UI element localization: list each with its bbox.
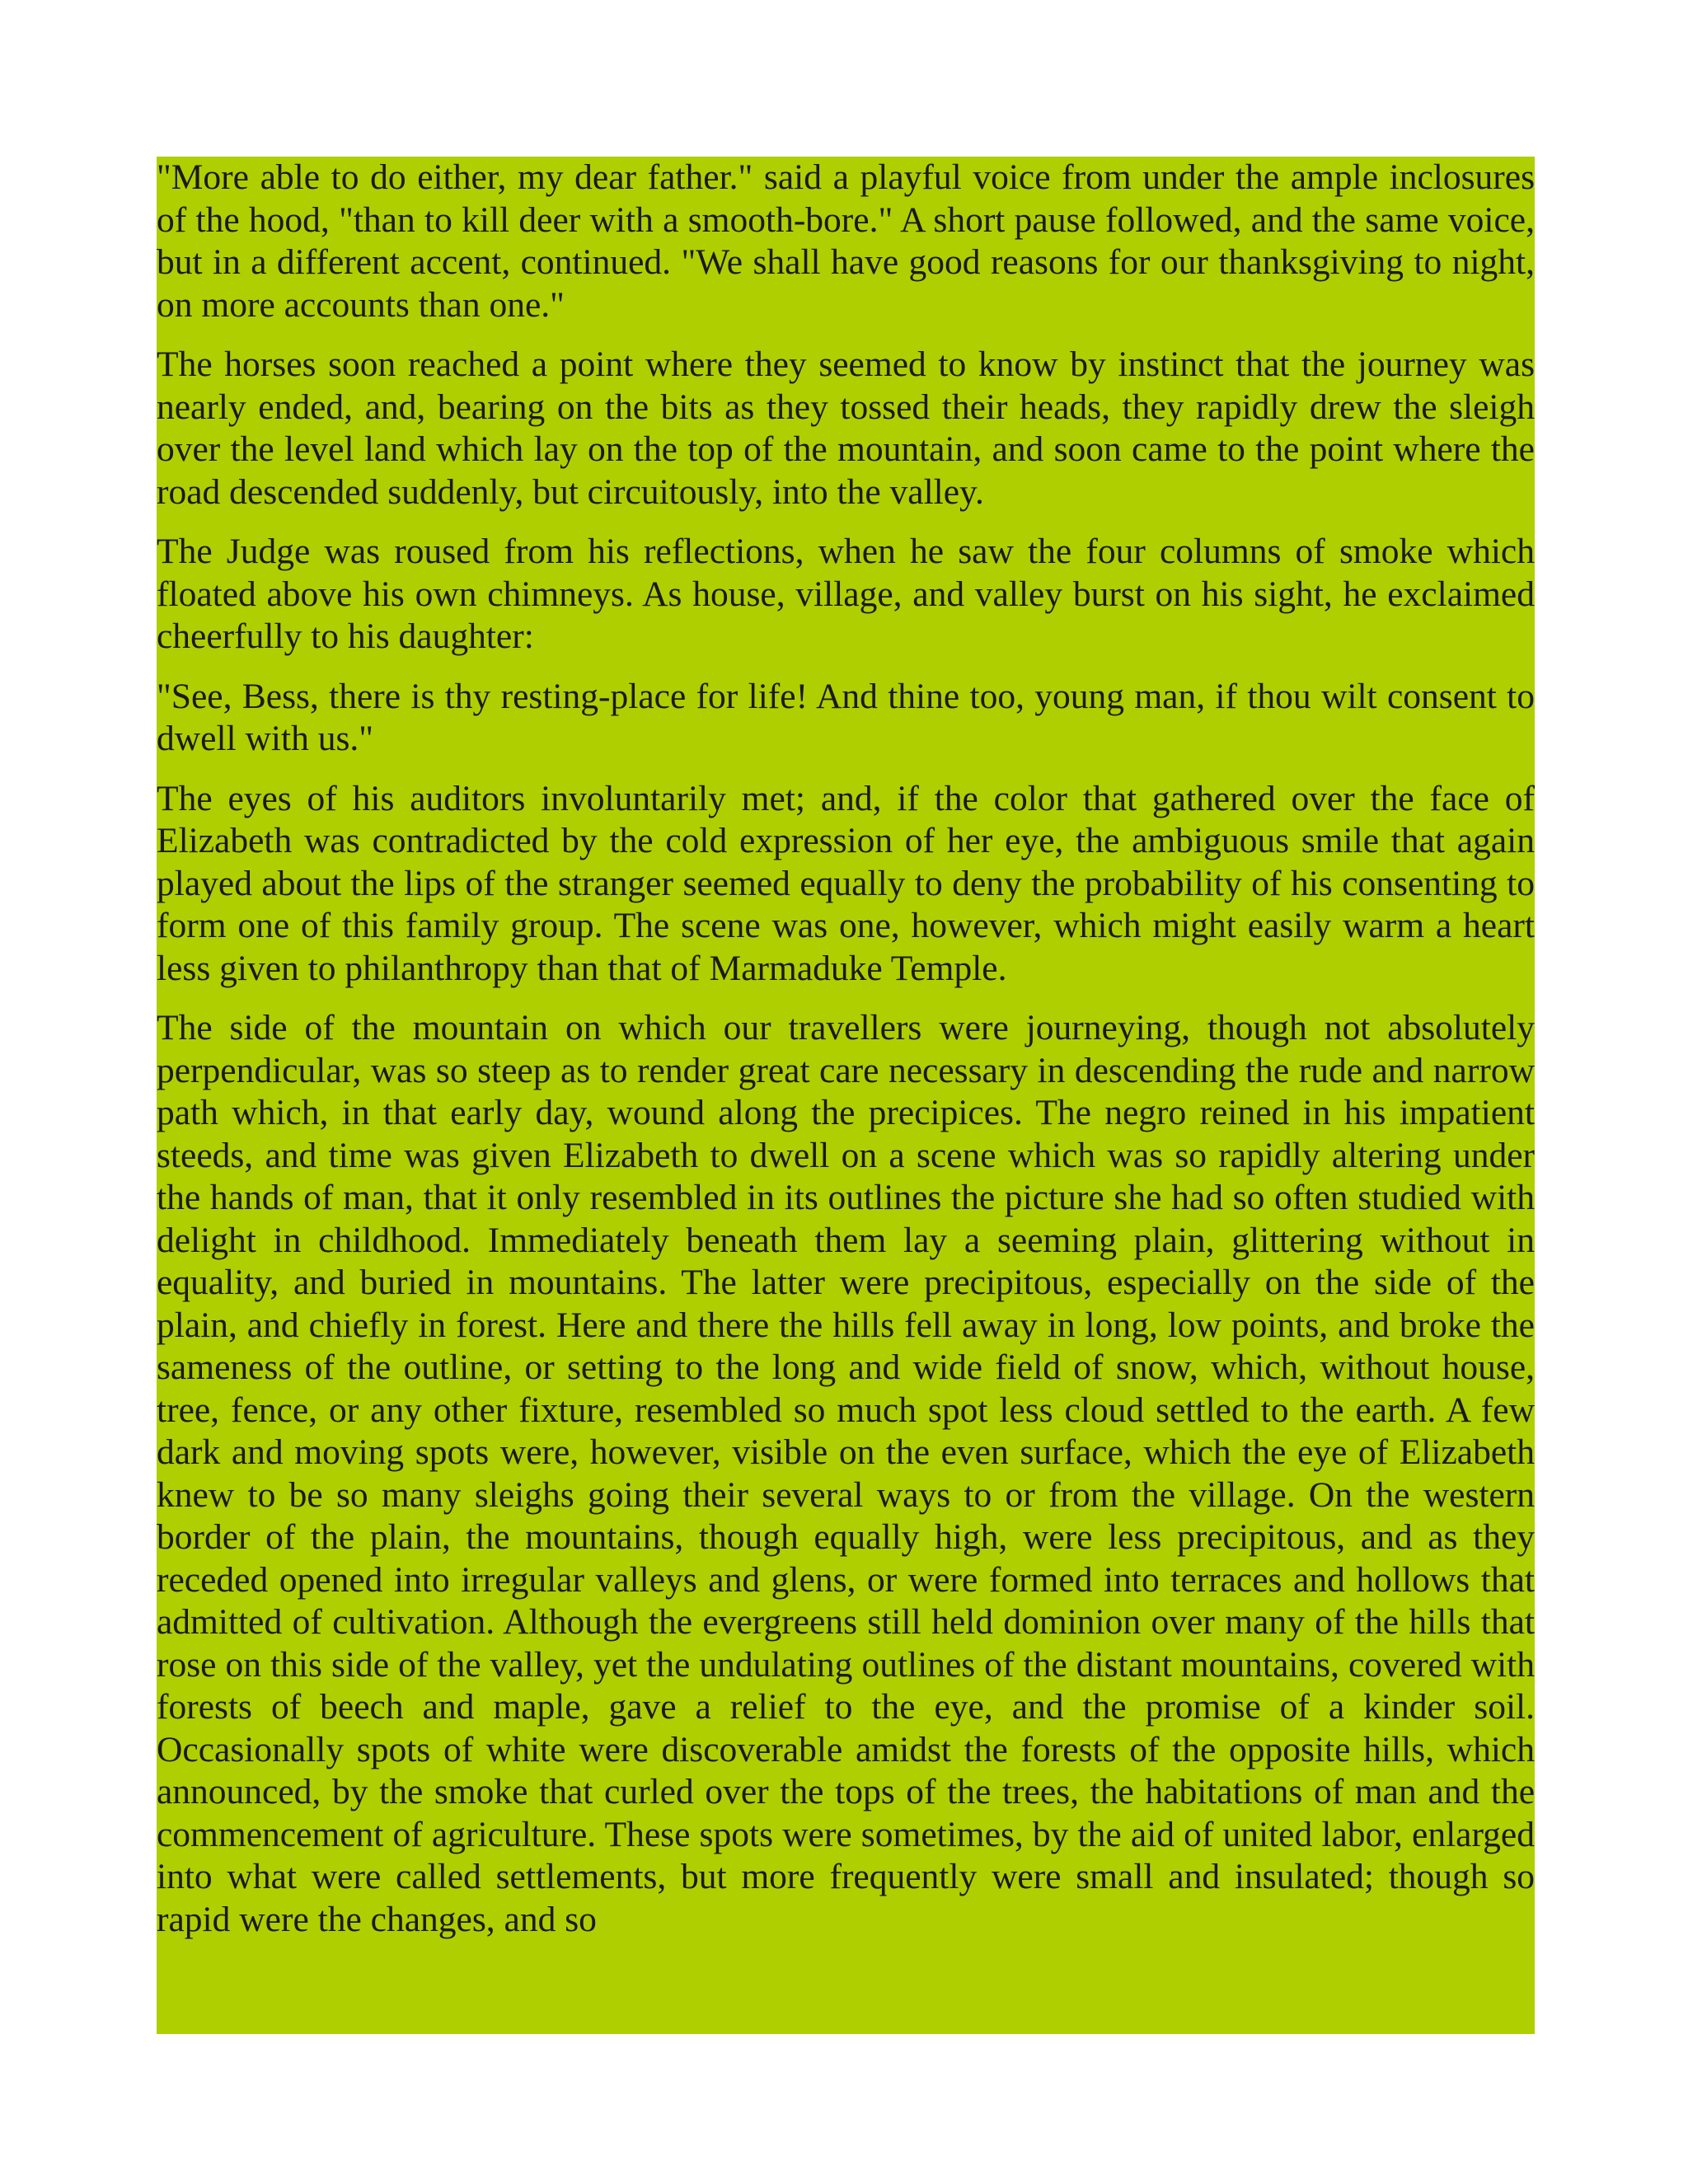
paragraph-4: "See, Bess, there is thy resting-place for life! And thine too, young man, if thou wilt consent to dwell with us." xyxy=(157,676,1535,758)
paragraph-6: The side of the mountain on which our travellers were journeying, though not absolutely perpendicular, was so steep as to render great care necessary in descending the rude and narrow path which, in that early day, wound along the precipices. The negro reined in his impatient steeds, and time was given Elizabeth to dwell on a scene which was so rapidly altering under the hands of man, that it only resembled in its outlines the picture she had so often studied with delight in childhood. Immediately beneath them lay a seeming plain, glittering without in equality, and buried in mountains. The latter were precipitous, especially on the side of the plain, and chiefly in forest. Here and there the hills fell away in long, low points, and broke the sameness of the outline, or setting to the long and wide field of snow, which, without house, tree, fence, or any other fixture, resembled so much spot less cloud settled to the earth. A few dark and moving spots were, however, visible on the even surface, which the eye of Elizabeth knew to be so many sleighs going their several ways to or from the village. On the western border of the plain, the mountains, though equally high, were less precipitous, and as they receded opened into irregular valleys and glens, or were formed into terraces and hollows that admitted of cultivation. Although the evergreens still held dominion over many of the hills that rose on this side of the valley, yet the undulating outlines of the distant mountains, covered with forests of beech and maple, gave a relief to the eye, and the promise of a kinder soil. Occasionally spots of white were discoverable amidst the forests of the opposite hills, which announced, by the smoke that curled over the tops of the trees, the habitations of man and the commencement of agriculture. These spots were sometimes, by the aid of united labor, enlarged into what were called settlements, but more frequently were small and insulated; though so rapid were the changes, and so xyxy=(157,1008,1535,1939)
paragraph-1: "More able to do either, my dear father." said a playful voice from under the ample inclosures of the hood, "than to kill deer with a smooth-bore." A short pause followed, and the same voice, but in a different accent, continued. "We shall have good reasons for our thanksgiving to night, on more accounts than one." xyxy=(157,157,1535,325)
paragraph-3: The Judge was roused from his reflections, when he saw the four columns of smoke which floated above his own chimneys. As house, village, and valley burst on his sight, he exclaimed cheerfully to his daughter: xyxy=(157,532,1535,656)
paragraph-2: The horses soon reached a point where they seemed to know by instinct that the journey was nearly ended, and, bearing on the bits as they tossed their heads, they rapidly drew the sleigh over the level land which lay on the top of the mountain, and soon came to the point where the road descended suddenly, but circuitously, into the valley. xyxy=(157,344,1535,512)
highlighted-text-block xyxy=(157,157,1535,2034)
paragraph-5: The eyes of his auditors involuntarily met; and, if the color that gathered over the face of Elizabeth was contradicted by the cold expression of her eye, the ambiguous smile that again played about the lips of the stranger seemed equally to deny the probability of his consenting to form one of this family group. The scene was one, however, which might easily warm a heart less given to philanthropy than that of Marmaduke Temple. xyxy=(157,778,1535,988)
